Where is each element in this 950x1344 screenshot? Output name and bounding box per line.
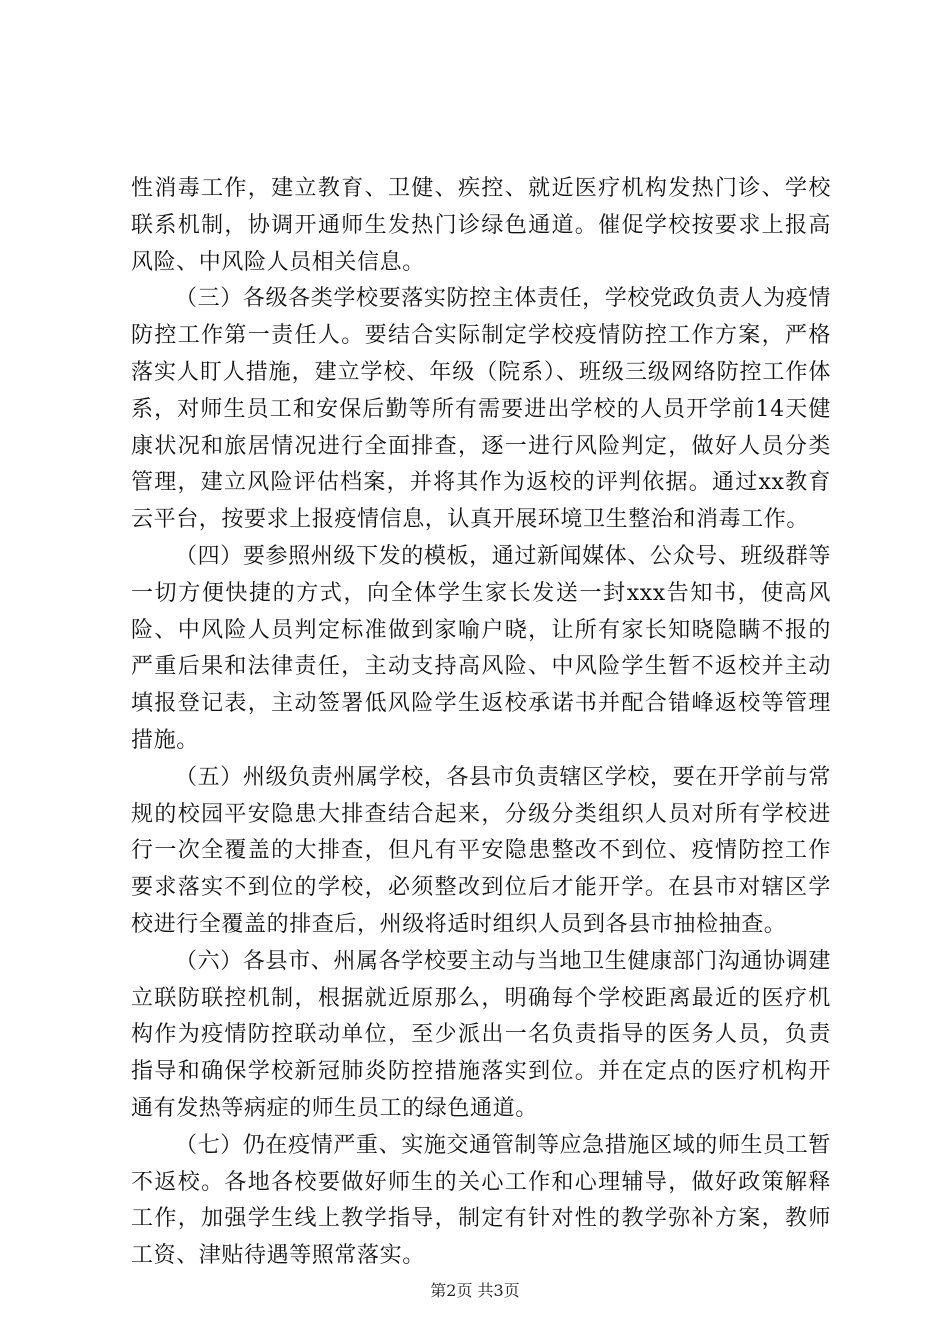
paragraph-section-6: （六）各县市、州属各学校要主动与当地卫生健康部门沟通协调建立联防联控机制，根据就近原那么，明确每个学校距离最近的医疗机构作为疫情防控联动单位，至少派出一名负责指导的医务人员，负责指导和确保学校新冠肺炎防控措施落实到位。并在定点的医疗机构开通有发热等病症的师生员工的绿色通道。 bbox=[131, 948, 831, 1121]
paragraph-section-4: （四）要参照州级下发的模板，通过新闻媒体、公众号、班级群等一切方便快捷的方式，向全体学生家长发送一封xxx告知书，使高风险、中风险人员判定标准做到家喻户晓，让所有家长知晓隐瞒不报的严重后果和法律责任，主动支持高风险、中风险学生暂不返校并主动填报登记表，主动签署低风险学生返校承诺书并配合错峰返校等管理措施。 bbox=[131, 543, 831, 753]
paragraph-continuation: 性消毒工作，建立教育、卫健、疾控、就近医疗机构发热门诊、学校联系机制，协调开通师生发热门诊绿色通道。催促学校按要求上报高风险、中风险人员相关信息。 bbox=[131, 176, 831, 275]
document-body bbox=[131, 171, 831, 1275]
paragraph-section-7: （七）仍在疫情严重、实施交通管制等应急措施区域的师生员工暂不返校。各地各校要做好师生的关心工作和心理辅导，做好政策解释工作，加强学生线上教学指导，制定有针对性的教学弥补方案，教师工资、津贴待遇等照常落实。 bbox=[131, 1132, 831, 1269]
page-footer: 第2页 共3页 bbox=[430, 1281, 520, 1300]
paragraph-section-3: （三）各级各类学校要落实防控主体责任，学校党政负责人为疫情防控工作第一责任人。要结合实际制定学校疫情防控工作方案，严格落实人盯人措施，建立学校、年级（院系）、班级三级网络防控工作体系，对师生员工和安保后勤等所有需要进出学校的人员开学前14天健康状况和旅居情况进行全面排查，逐一进行风险判定，做好人员分类管理，建立风险评估档案，并将其作为返校的评判依据。通过xx教育云平台，按要求上报疫情信息，认真开展环境卫生整治和消毒工作。 bbox=[131, 286, 831, 533]
paragraph-section-5: （五）州级负责州属学校，各县市负责辖区学校，要在开学前与常规的校园平安隐患大排查结合起来，分级分类组织人员对所有学校进行一次全覆盖的大排查，但凡有平安隐患整改不到位、疫情防控工作要求落实不到位的学校，必须整改到位后才能开学。在县市对辖区学校进行全覆盖的排查后，州级将适时组织人员到各县市抽检抽查。 bbox=[131, 764, 831, 937]
